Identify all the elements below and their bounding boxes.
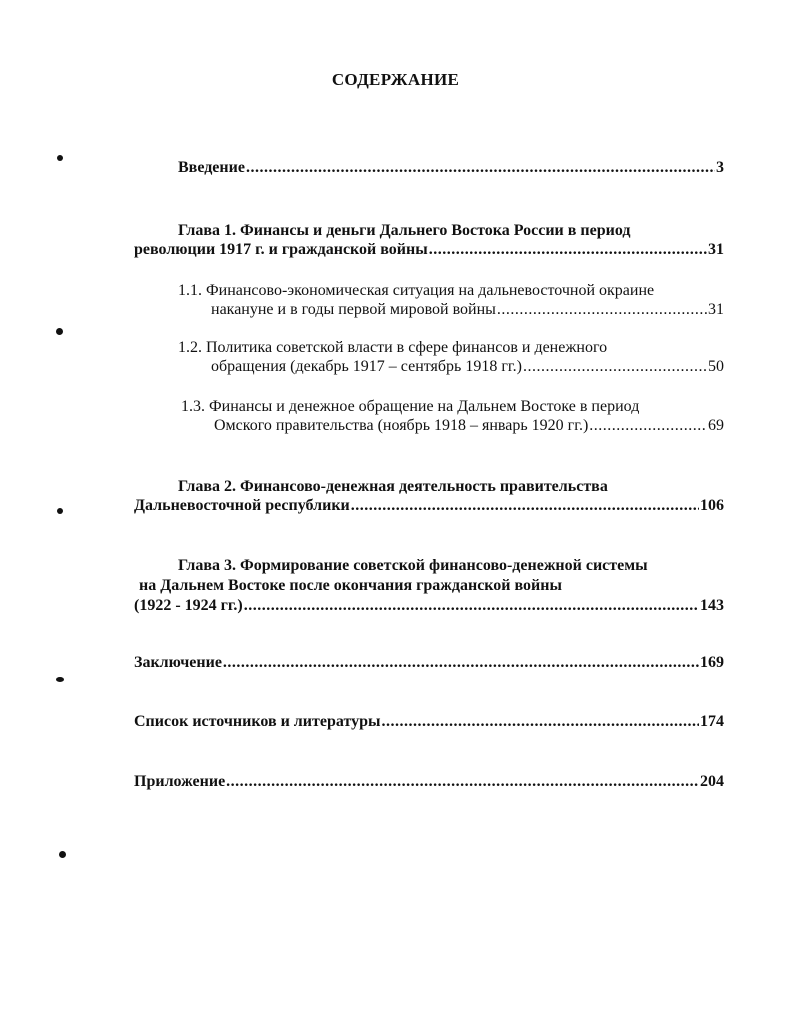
chapter3-title-line1: Глава 3. Формирование советской финансово-денежной системы: [178, 557, 648, 574]
toc-entry-section-1-2: [211, 357, 724, 376]
toc-entry-chapter3: [134, 596, 724, 615]
chapter1-title-line1: Глава 1. Финансы и деньги Дальнего Востока России в период: [178, 222, 631, 239]
toc-page-number: 31: [708, 241, 724, 258]
toc-page-number: 169: [700, 654, 724, 671]
toc-page-number: 31: [708, 301, 724, 318]
dot-leader: [223, 653, 699, 672]
binding-hole-mark: [57, 155, 63, 161]
dot-leader: [589, 416, 707, 435]
toc-page-number: 106: [700, 497, 724, 514]
toc-entry-intro: [178, 158, 724, 177]
toc-page-number: 143: [700, 597, 724, 614]
toc-entry-sources: [134, 712, 724, 731]
toc-label: накануне и в годы первой мировой войны: [211, 301, 496, 318]
toc-entry-section-1-1: [211, 300, 724, 319]
toc-entry-appendix: [134, 772, 724, 791]
binding-hole-mark: [56, 677, 64, 682]
toc-page-number: 204: [700, 773, 724, 790]
dot-leader: [429, 240, 707, 259]
dot-leader: [351, 496, 699, 515]
binding-hole-mark: [59, 851, 66, 858]
page-title: СОДЕРЖАНИЕ: [331, 70, 460, 89]
toc-label: Приложение: [134, 773, 226, 790]
chapter3-title-line2: на Дальнем Востоке после окончания гражданской войны: [139, 577, 562, 594]
toc-entry-section-1-3: [214, 416, 724, 435]
toc-label: обращения (декабрь 1917 – сентябрь 1918 гг.): [211, 358, 522, 375]
toc-label: Заключение: [134, 654, 222, 671]
dot-leader: [244, 596, 699, 615]
toc-page-number: 50: [708, 358, 724, 375]
section-1-1-line1: 1.1. Финансово-экономическая ситуация на дальневосточной окраине: [178, 282, 655, 299]
toc-label: революции 1917 г. и гражданской войны: [134, 241, 428, 258]
toc-entry-chapter2: [134, 496, 724, 515]
dot-leader: [381, 712, 699, 731]
toc-label: (1922 - 1924 гг.): [134, 597, 243, 614]
toc-entry-conclusion: [134, 653, 724, 672]
toc-label: Список источников и литературы: [134, 713, 381, 730]
toc-page-number: 174: [700, 713, 724, 730]
dot-leader: [226, 772, 699, 791]
dot-leader: [246, 158, 715, 177]
toc-page-number: 69: [708, 417, 724, 434]
toc-entry-chapter1: [134, 240, 724, 259]
chapter2-title-line1: Глава 2. Финансово-денежная деятельность правительства: [178, 478, 608, 495]
section-1-3-line1: 1.3. Финансы и денежное обращение на Дальнем Востоке в период: [181, 398, 640, 415]
section-1-2-line1: 1.2. Политика советской власти в сфере финансов и денежного: [178, 339, 608, 356]
dot-leader: [497, 300, 707, 319]
dot-leader: [523, 357, 707, 376]
toc-label: Введение: [178, 159, 245, 176]
binding-hole-mark: [57, 508, 63, 514]
toc-label: Дальневосточной республики: [134, 497, 350, 514]
toc-label: Омского правительства (ноябрь 1918 – январь 1920 гг.): [214, 417, 589, 434]
binding-hole-mark: [56, 328, 63, 335]
toc-page-number: 3: [716, 159, 724, 176]
